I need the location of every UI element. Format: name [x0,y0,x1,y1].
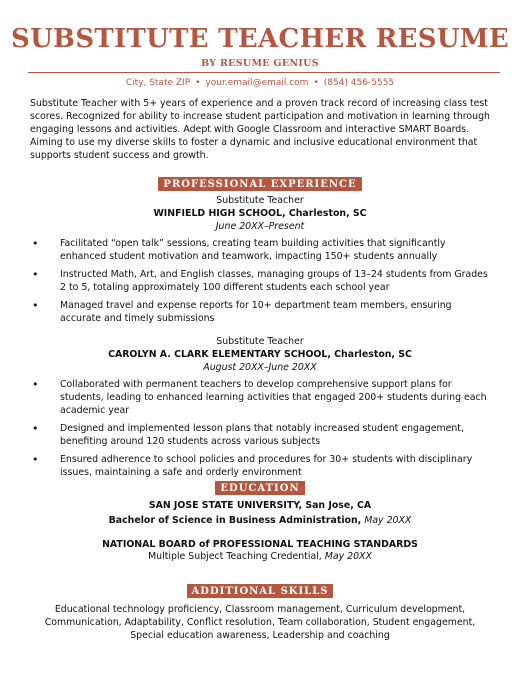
section-label: PROFESSIONAL EXPERIENCE [158,177,361,191]
header-divider [28,72,500,73]
job-bullet: • Instructed Math, Art, and English classes, managing groups of 13–24 students from Grades 2 to 5, totaling approximately 100 different students each school year [32,268,494,294]
education-date: May 20XX [324,551,372,562]
job-dates: June 20XX–Present [215,221,305,232]
job-bullet: • Designed and implemented lesson plans that notably increased student engagement, benefiting around 120 students across various subjects [32,422,494,448]
skills-list: Educational technology proficiency, Classroom management, Curriculum development, Communication, Adaptability, Conflict resolution, Team collaboration, Student engagement, Special education awareness, Leadership and coaching [44,604,476,641]
job-role: Substitute Teacher [216,195,304,206]
job-bullets [32,378,494,484]
job-employer: CAROLYN A. CLARK ELEMENTARY SCHOOL, Charleston, SC [108,349,412,360]
education-date: May 20XX [364,515,412,526]
section-heading-experience [0,172,520,191]
job-bullets [32,237,494,330]
contact-line [0,78,520,88]
job-role: Substitute Teacher [216,336,304,347]
resume-byline: BY RESUME GENIUS [201,58,319,69]
job-dates: August 20XX–June 20XX [203,362,317,373]
section-label: EDUCATION [215,481,304,495]
education-degree: Bachelor of Science in Business Administration, [108,515,362,526]
professional-summary: Substitute Teacher with 5+ years of experience and a proven track record of increasing class test scores. Recognized for ability to increase student participation and motivation in learning through engaging lessons and activities. Adept with Google Classroom and interactive SMART Boards. Aiming to use my diverse skills to foster a dynamic and inclusive educational environment that supports student success and growth. [30,98,491,161]
contact-phone: (854) 456-5555 [323,78,395,88]
contact-separator: • [313,78,319,88]
education-school: SAN JOSE STATE UNIVERSITY, San Jose, CA [148,500,372,511]
job-bullet: • Facilitated “open talk” sessions, creating team building activities that significantly enhanced student motivation and teamwork, impacting 150+ students annually [32,237,494,263]
job-employer: WINFIELD HIGH SCHOOL, Charleston, SC [153,208,367,219]
job-bullet: • Managed travel and expense reports for 10+ department team members, ensuring accurate and timely submissions [32,299,494,325]
contact-separator: • [195,78,201,88]
job-bullet: • Collaborated with permanent teachers to develop comprehensive support plans for students, leading to enhanced learning activities that engaged 200+ students during each academic year [32,378,494,417]
section-heading-skills [0,579,520,598]
section-label: ADDITIONAL SKILLS [187,584,334,598]
contact-email[interactable]: your.email@email.com [205,78,309,88]
contact-location: City, State ZIP [125,78,191,88]
section-heading-education [0,476,520,495]
education-degree-line [0,551,520,563]
job-bullet: • Ensured adherence to school policies and procedures for 30+ students with disciplinary issues, maintaining a safe and orderly environment [32,453,494,479]
education-school: NATIONAL BOARD of PROFESSIONAL TEACHING STANDARDS [102,539,418,550]
resume-title: SUBSTITUTE TEACHER RESUME [11,24,509,54]
education-degree-line [0,515,520,527]
education-degree: Multiple Subject Teaching Credential, [148,551,322,562]
